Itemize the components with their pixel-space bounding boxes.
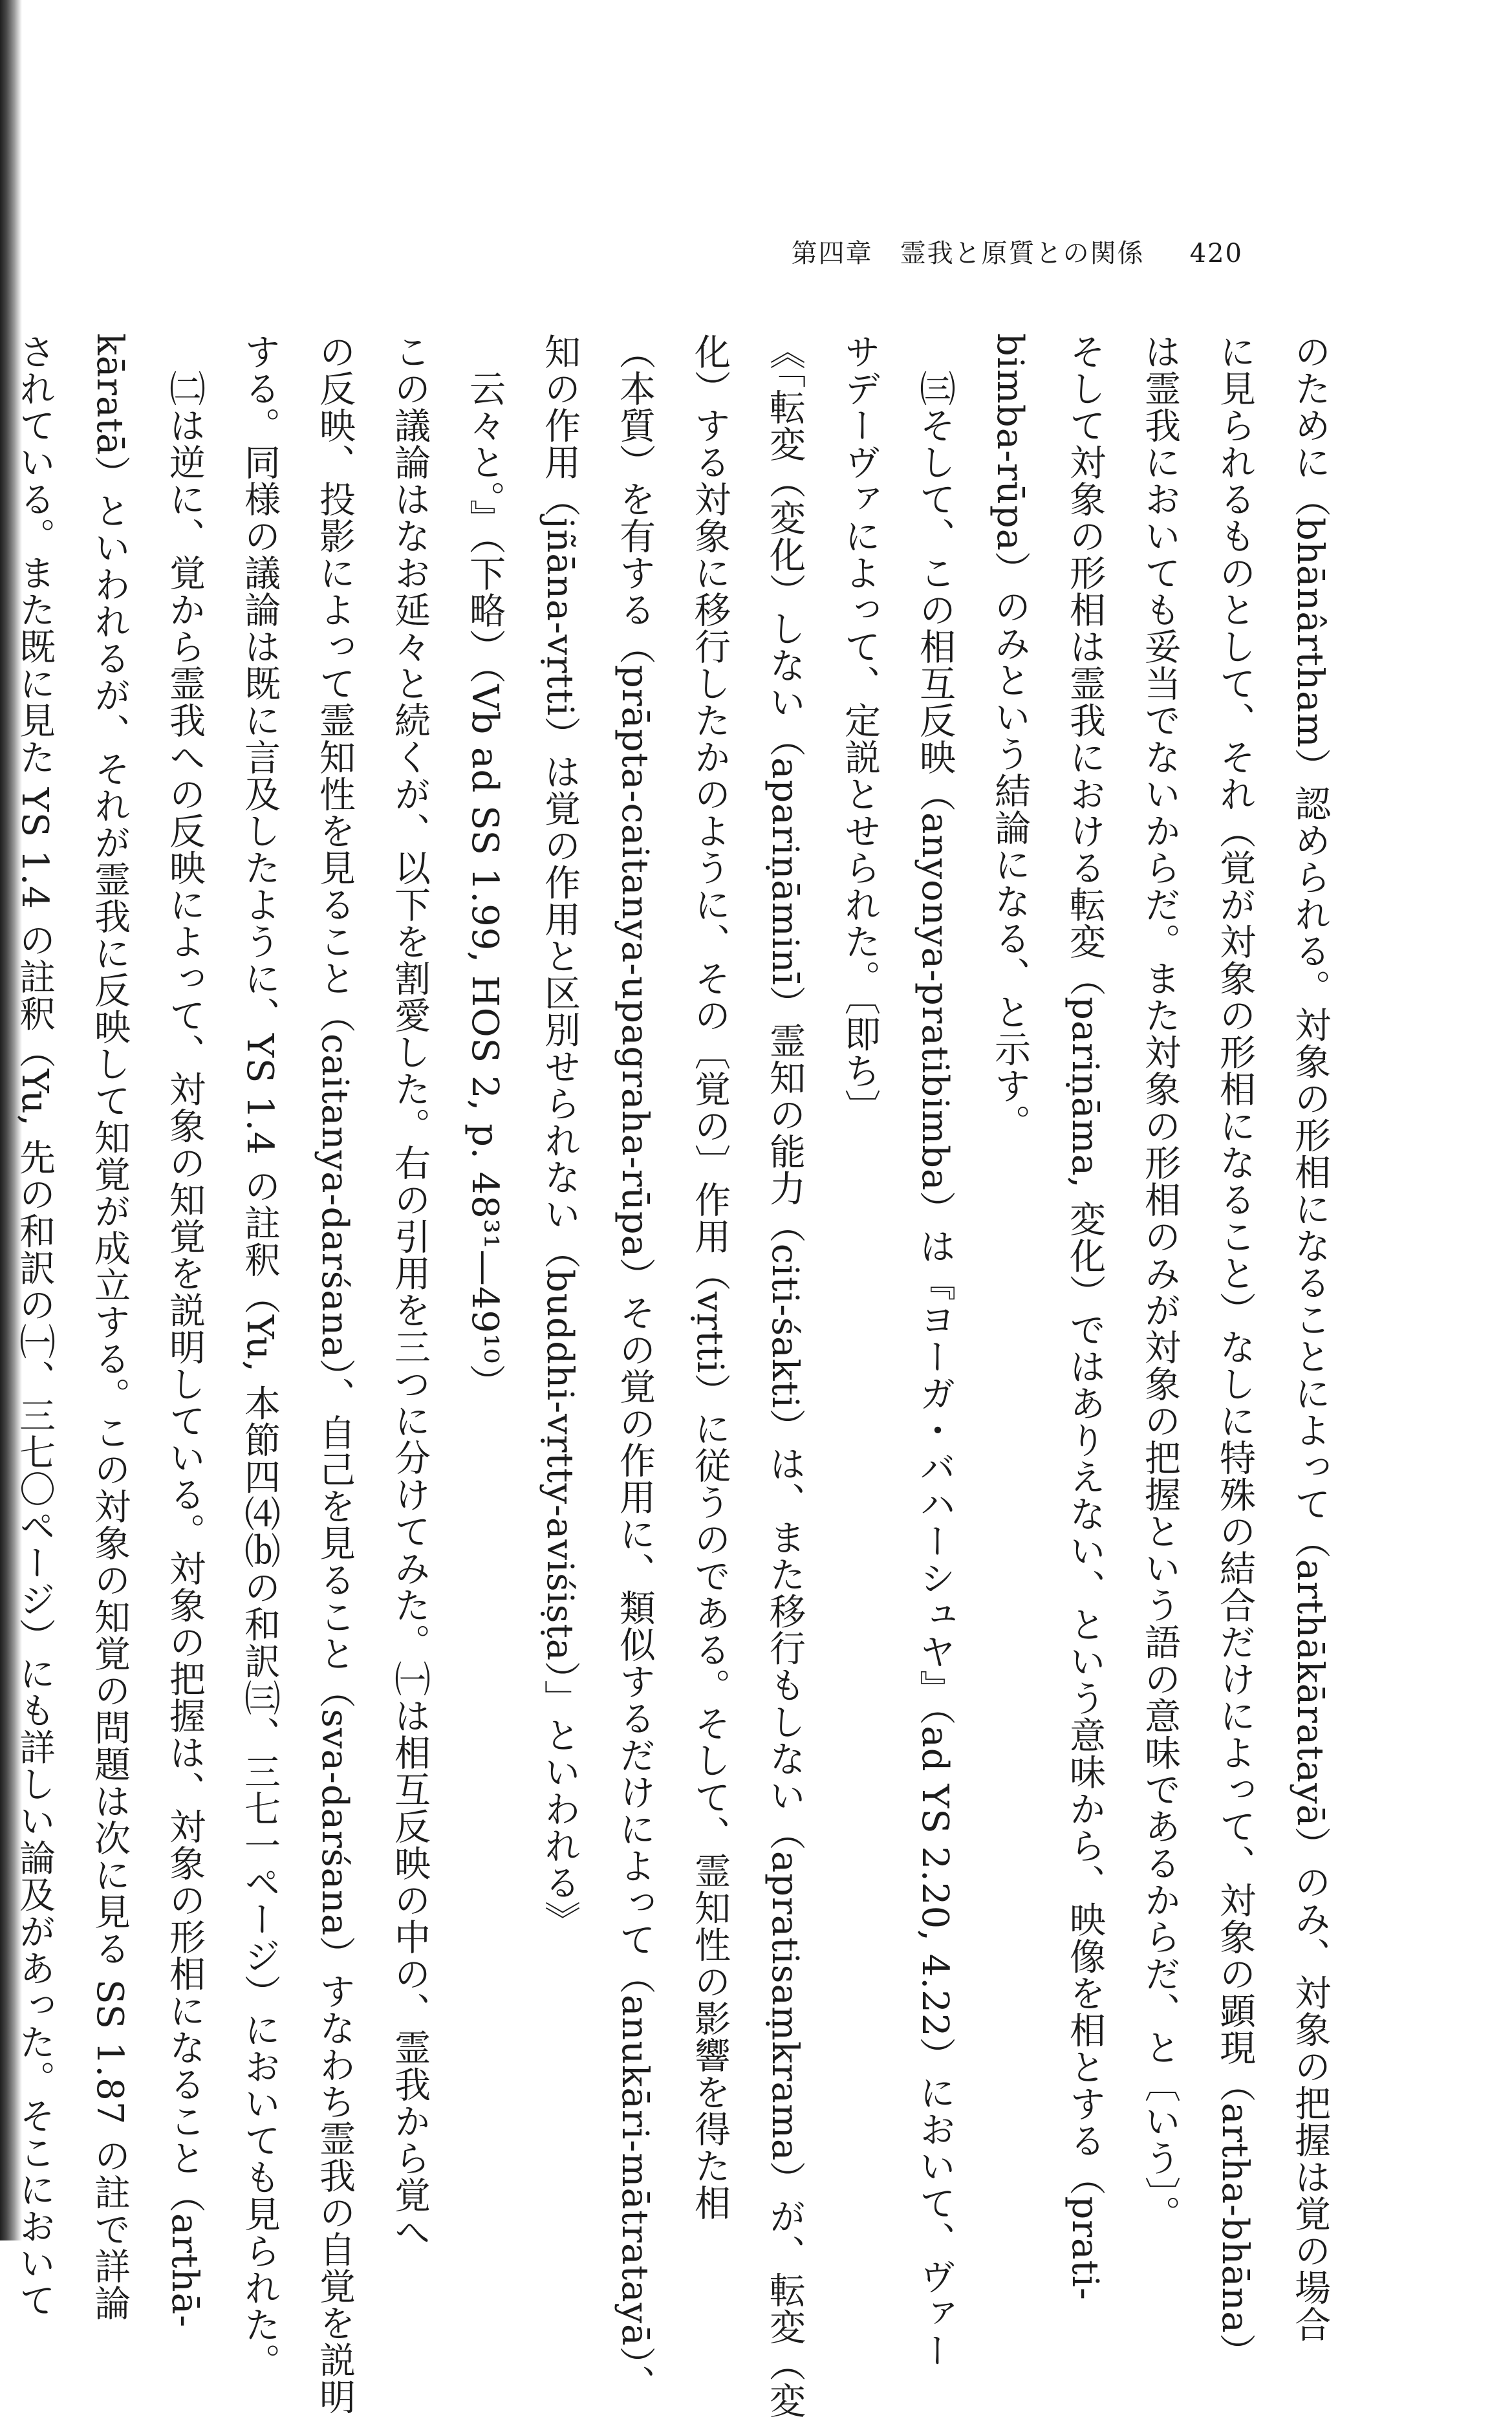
text-line-18: されている。また既に見た YS 1.4 の註釈（Yu, 先の和訳の㈠、三七〇ページ）にも詳しい論及があった。そこにおいて [14, 333, 56, 2319]
text-line-14: の反映、投影によって霊知性を見ること（caitanya-darśana）、自己を見ること（sva-darśana）すなわち霊我の自覚を説明 [314, 333, 356, 2416]
text-line-3: は霊我においても妥当でないからだ。また対象の形相のみが対象の把握という語の意味であるからだ、と〔いう〕。 [1139, 333, 1181, 2232]
text-line-7: サデーヴァによって、定説とせられた。〔即ち〕 [839, 333, 881, 1126]
text-line-5: bimba-rūpa）のみという結論になる、と示す。 [989, 333, 1031, 1142]
text-line-15: する。同様の議論は既に言及したように、YS 1.4 の註釈（Yu, 本節四⑷⒝の和訳㈢、三七一ページ）においても見られた。 [239, 333, 281, 2380]
text-line-11: 知の作用（jñāna-vṛtti）は覚の作用と区別せられない（buddhi-vṛtty-aviśiṣṭa）」といわれる》 [539, 333, 581, 1938]
text-line-10: （本質）を有する（prāpta-caitanya-upagraha-rūpa）その覚の作用に、類似するだけによって（anukāri-mātratayā）、 [614, 333, 656, 2402]
text-line-12: 云々と。』（下略）（Vb ad SS 1.99, HOS 2, p. 48³¹—49¹⁰） [464, 333, 506, 1401]
text-line-16: ㈡は逆に、覚から霊我への反映によって、対象の知覚を説明している。対象の把握は、対象の形相になること（arthā- [164, 333, 206, 2328]
text-line-8: 《「転変（変化）しない（apariṇāminī）霊知の能力（citi-śakti）は、また移行もしない（apratisaṃkrama）が、転変（変 [764, 333, 806, 2419]
text-line-13: この議論はなお延々と続くが、以下を割愛した。右の引用を三つに分けてみた。㈠は相互反映の中の、霊我から覚へ [389, 333, 431, 2250]
text-line-4: そして対象の形相は霊我における転変（pariṇāma, 変化）ではありえない、という意味から、映像を相とする（prati- [1064, 333, 1106, 2301]
chapter-title: 第四章 霊我と原質との関係 [791, 239, 1145, 268]
text-line-17: kāratā）といわれるが、それが霊我に反映して知覚が成立する。この対象の知覚の問題は次に見る SS 1.87 の註で詳論 [89, 333, 131, 2322]
text-line-2: に見られるものとして、それ（覚が対象の形相になること）なしに特殊の結合だけによって、対象の顕現（artha-bhāna） [1214, 333, 1256, 2370]
page-number: 420 [1189, 239, 1243, 268]
running-head [792, 233, 1243, 270]
text-line-9: 化）する対象に移行したかのように、その〔覚の〕作用（vṛtti）に従うのである。そして、霊知性の影響を得た相 [689, 333, 731, 2222]
text-line-1: のために（bhānârtham）認められる。対象の形相になることによって（arthākāratayā）のみ、対象の把握は覚の場合 [1289, 333, 1331, 2343]
body-text [14, 333, 1347, 2419]
text-line-6: ㈢そして、この相互反映（anyonya-pratibimba）は『ヨーガ・バハーシュヤ』（ad YS 2.20, 4.22）において、ヴァー [914, 333, 956, 2369]
